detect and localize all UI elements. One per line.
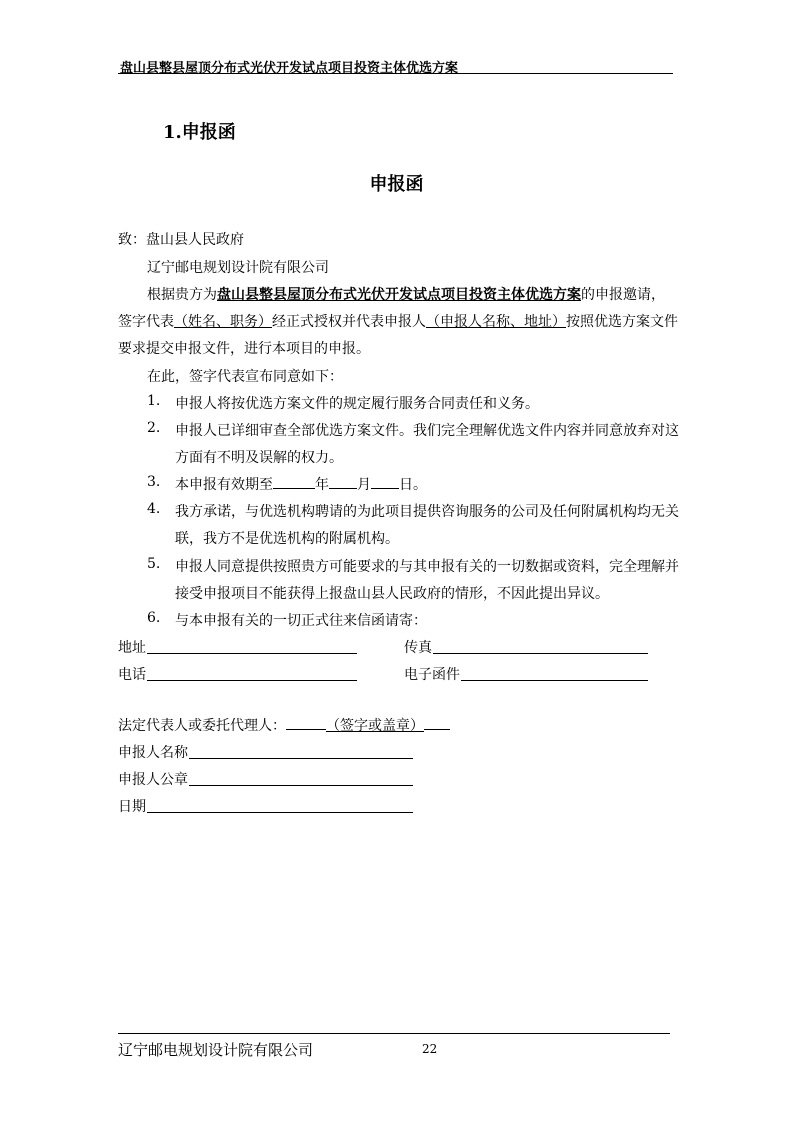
salutation: 致：盘山县人民政府 — [118, 232, 244, 248]
sign-or-seal-hint: （签字或盖章） — [326, 718, 424, 734]
date-label: 日期 — [118, 799, 146, 815]
section-heading: 1.申报函 — [163, 122, 236, 143]
applicant-name-label: 申报人名称 — [118, 745, 188, 761]
phone-field[interactable] — [147, 680, 357, 681]
para1-post: 的申报邀请， — [581, 287, 665, 303]
item-6-number: 6. — [147, 610, 161, 626]
day-blank[interactable] — [371, 475, 399, 489]
representative-row — [118, 715, 450, 735]
representative-blank[interactable] — [286, 716, 326, 730]
address-label: 地址 — [118, 640, 146, 656]
item-1-number: 1. — [147, 393, 161, 409]
applicant-seal-label: 申报人公章 — [118, 772, 188, 788]
name-title-placeholder: （姓名、职务） — [174, 314, 272, 330]
item-2-text: 申报人已详细审查全部优选方案文件。我们完全理解优选文件内容并同意放弃对这 — [175, 423, 679, 439]
item-5-text: 申报人同意提供按照贵方可能要求的与其申报有关的一切数据或资料，完全理解并 — [175, 559, 679, 575]
item-5-continuation: 接受申报项目不能获得上报盘山县人民政府的情形，不因此提出异议。 — [175, 586, 609, 602]
representative-label: 法定代表人或委托代理人： — [118, 718, 286, 734]
para1-l2-post: 按照优选方案文件 — [566, 314, 678, 330]
item-4-text: 我方承诺，与优选机构聘请的为此项目提供咨询服务的公司及任何附属机构均无关 — [175, 504, 679, 520]
applicant-seal-field[interactable] — [189, 785, 413, 786]
item-1-text: 申报人将按优选方案文件的规定履行服务合同责任和义务。 — [175, 396, 539, 412]
item-2-number: 2. — [147, 420, 161, 436]
footer-company: 辽宁邮电规划设计院有限公司 — [118, 1041, 314, 1059]
agreement-intro: 在此，签字代表宣布同意如下： — [147, 369, 343, 385]
document-title: 申报函 — [369, 174, 424, 195]
day-label: 日。 — [399, 477, 427, 493]
running-header: 盘山县整县屋顶分布式光伏开发试点项目投资主体优选方案 — [120, 61, 459, 76]
fax-label: 传真 — [404, 640, 432, 656]
fax-field[interactable] — [433, 653, 648, 654]
item-5-number: 5. — [147, 556, 161, 572]
address-field[interactable] — [147, 653, 357, 654]
item-3-number: 3. — [147, 474, 161, 490]
month-blank[interactable] — [329, 475, 357, 489]
email-label: 电子函件 — [404, 667, 460, 683]
paragraph-1-line-1 — [147, 284, 665, 304]
phone-label: 电话 — [118, 667, 146, 683]
applicant-company: 辽宁邮电规划设计院有限公司 — [147, 260, 329, 276]
para1-l2-pre: 签字代表 — [118, 314, 174, 330]
item-3-text — [175, 474, 427, 494]
header-divider — [118, 73, 673, 74]
month-label: 月 — [357, 477, 371, 493]
para1-pre: 根据贵方为 — [147, 287, 217, 303]
item-2-continuation: 方面有不明及误解的权力。 — [175, 450, 343, 466]
footer-divider — [118, 1033, 670, 1034]
applicant-name-address-placeholder: （申报人名称、地址） — [426, 314, 566, 330]
project-name: 盘山县整县屋顶分布式光伏开发试点项目投资主体优选方案 — [217, 287, 581, 303]
applicant-name-field[interactable] — [189, 758, 413, 759]
item-6-text: 与本申报有关的一切正式往来信函请寄： — [175, 613, 427, 629]
date-field[interactable] — [147, 812, 413, 813]
item-4-number: 4. — [147, 501, 161, 517]
item-4-continuation: 联，我方不是优选机构的附属机构。 — [175, 531, 399, 547]
paragraph-1-line-2 — [118, 311, 678, 331]
representative-blank-end[interactable] — [424, 716, 450, 730]
validity-prefix: 本申报有效期至 — [175, 477, 273, 493]
page-number: 22 — [422, 1042, 438, 1056]
email-field[interactable] — [461, 680, 648, 681]
year-label: 年 — [315, 477, 329, 493]
paragraph-1-line-3: 要求提交申报文件，进行本项目的申报。 — [118, 341, 370, 357]
para1-l2-mid: 经正式授权并代表申报人 — [272, 314, 426, 330]
year-blank[interactable] — [273, 475, 315, 489]
